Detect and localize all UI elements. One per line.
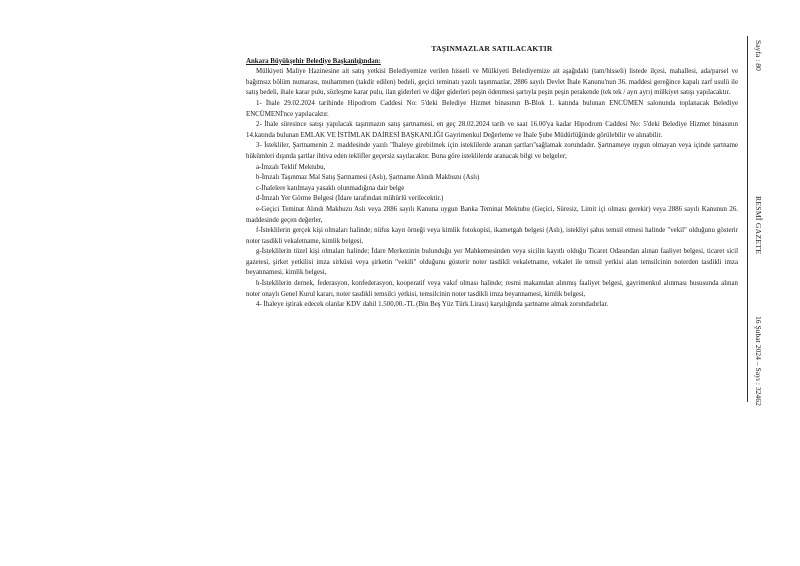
paragraph-3: 3- İstekliler, Şartnamenin 2. maddesinde yazılı ''İhaleye girebilmek için isteklilerde aranan şartları''sağlamak zorundadır. Şartnameye uygun olmayan veya içinde şartname hükümleri dışında şartlar ihtiva eden teklifler geçersiz sayılacaktır. Buna göre isteklilerde aranacak bilgi ve belgeler; [246,142,738,160]
issuer-line: Ankara Büyükşehir Belediye Başkanlığından: [246,57,381,65]
list-item-g: g-İsteklilerin tüzel kişi olmaları halinde; İdare Merkezinin bulunduğu yer Mahkemesinden veya sicilin kayıtlı olduğu Ticaret Odasından alınan faaliyet belgesi, ticaret sicil gazetesi, şirket yetkilisi imza sirküsü veya şirketin "vekili" olduğunu gösterir noter tasdikli vekaletname, vekalet ile temsil yetkisi alan temsilcinin noterden tasdikli imza beyannamesi, kimlik belgesi, [246,248,738,277]
paragraph-1: 1- İhale 29.02.2024 tarihinde Hipodrom Caddesi No: 5'deki Belediye Hizmet binasının B-Blok 1. katında bulunan ENCÜMEN salonunda toplanacak Belediye ENCÜMENİ'nce yapılacaktır. [246,99,738,118]
list-item-b: b-İmzalı Taşınmaz Mal Satış Şartnamesi (Aslı), Şartname Alındı Makbuzu (Aslı) [256,174,480,182]
issue-date: 16 Şubat 2024 – Sayı : 32462 [754,316,763,406]
list-item-c: c-İhalelere katılmaya yasaklı olunmadığına dair belge [256,184,405,192]
running-header [749,36,767,406]
announcement-title: TAŞINMAZLAR SATILACAKTIR [431,44,553,53]
list-item-a: a-İmzalı Teklif Mektubu, [256,163,326,171]
announcement-body [246,40,738,311]
list-item-f: f-İsteklilerin gerçek kişi olmaları halinde; nüfus kayıt örneği veya kimlik fotokopisi, ikametgah belgesi (Aslı), istekliyi şahıs temsil etmesi halinde "vekil" olduğunu gösterir noter tasdikli vekaletname, kimlik belgesi, [246,227,738,245]
paragraph-4: 4- İhaleye iştirak edecek olanlar KDV dahil 1.500,00.-TL (Bin Beş Yüz Türk Lirası) karşılığında şartname almak zorundadırlar. [256,301,609,309]
list-item-d: d-İmzalı Yer Görme Belgesi (İdare tarafından mühürlü verilecektir.) [256,195,444,203]
gazette-name: RESMÎ GAZETE [754,196,763,255]
page-number: Sayfa : 80 [754,40,763,71]
list-item-e: e-Geçici Teminat Alındı Makbuzu Aslı veya 2886 sayılı Kanuna uygun Banka Teminat Mektubu (Geçici, Süresiz, Limit içi olması gerekir) veya 2886 sayılı Kanunun 26. maddesinde geçen değerler, [246,205,738,224]
margin-divider [747,36,748,402]
list-item-h: h-İsteklilerin dernek, federasyon, konfederasyon, kooperatif veya vakıf olması halinde; resmi makamdan alınmış faaliyet belgesi, gayrimenkul alınması hususunda alınan noter onaylı Genel Kurul kararı, noter tasdikli temsilci yetkisi, temsilcinin noter tasdikli imza beyannamesi, kimlik belgesi, [246,280,738,298]
paragraph-2: 2- İhale süresince satışı yapılacak taşınmazın satış şartnamesi, en geç 28.02.2024 tarih ve saat 16.00'ya kadar Hipodrom Caddesi No: 5'deki Belediye Hizmet binasının 14.katında bulunan EMLAK VE İSTİMLAK DAİRESİ BAŞKANLIĞI Gayrimenkul Değerleme ve İhale Şube Müdürlüğünde görülebilir ve alınabilir. [246,121,738,139]
intro-paragraph: Mülkiyeti Maliye Hazinesine ait satış yetkisi Belediyemize verilen hisseli ve Mülkiyeti Belediyemize ait aşağıdaki (tam/hisseli) listede ilçesi, mahallesi, ada/parsel ve bağımsız bölüm numarası, muhammen (takdir edilen) bedeli, geçici teminatı yazılı taşınmazlar, 2886 sayılı Devlet İhale Kanunu'nun 36. maddesi gereğince kapalı zarf usulü ile satış bedeli, ihale karar pulu, sözleşme karar pulu, ilan giderleri ve diğer giderleri peşin ödenmesi şartıyla peşin peşin perakende (tek tek / ayrı ayrı) mülkiyet satışı yapılacaktır. [246,68,738,97]
